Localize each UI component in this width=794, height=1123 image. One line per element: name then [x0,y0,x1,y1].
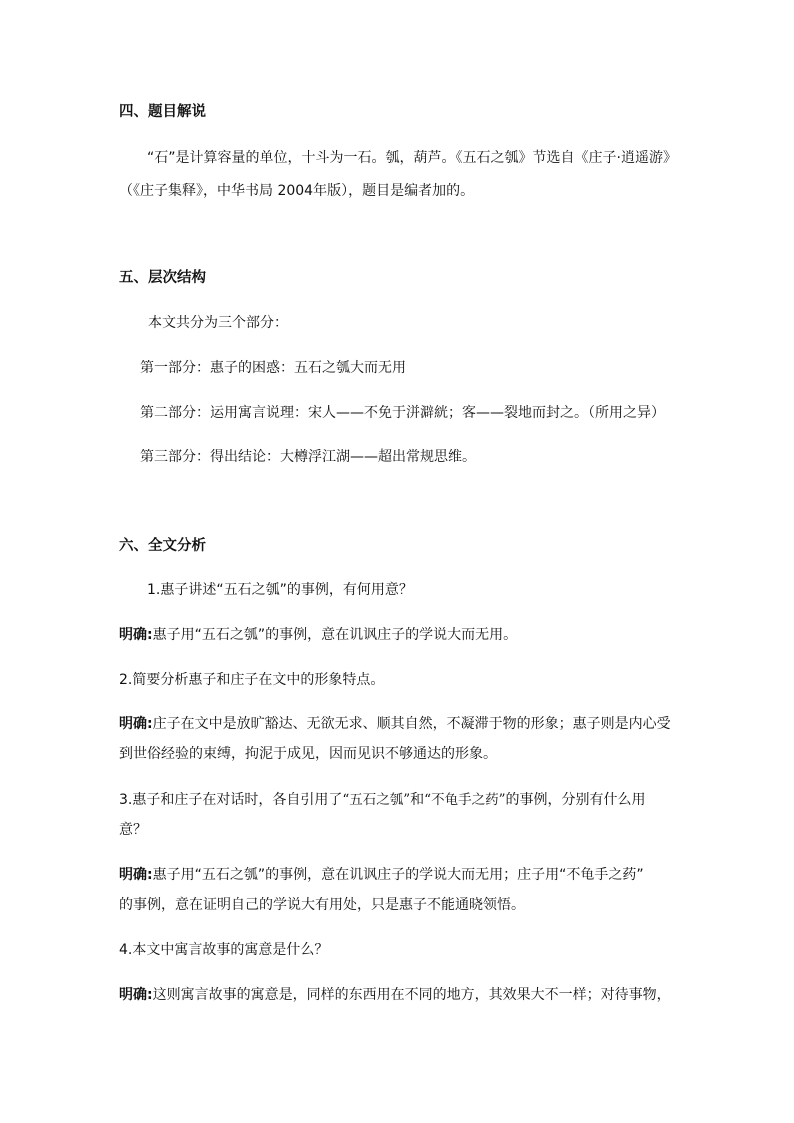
section-5-part-2: 第二部分：运用寓言说理：宋人——不免于洴澼絖；客——裂地而封之。（所用之异） [140,405,665,421]
section-4-paragraph-line-2: （《庄子集释》，中华书局 2004年版），题目是编者加的。 [119,183,475,199]
section-5-title: 五、层次结构 [119,270,206,286]
answer-label: 明确: [119,716,153,732]
section-5-part-3: 第三部分：得出结论：大樽浮江湖——超出常规思维。 [140,449,476,465]
section-6-title: 六、全文分析 [119,538,206,554]
question-3-suffix: 的事例，分别有什么用 [505,792,646,808]
section-4-title: 四、题目解说 [119,104,206,120]
section-5-intro: 本文共分为三个部分： [148,315,288,331]
answer-label: 明确: [119,987,153,1003]
question-3-quote-2: “不龟手之药” [424,792,506,808]
question-2: 2.简要分析惠子和庄子在文中的形象特点。 [119,672,385,688]
answer-3-text-1: 惠子用“五石之瓠”的事例，意在讥讽庄子的学说大而无用；庄子用“不龟手之药” [152,867,644,883]
answer-label: 明确: [119,867,153,883]
question-3-mid: 和 [410,792,425,808]
section-4-paragraph-line-1: “石”是计算容量的单位，十斗为一石。瓠，葫芦。《五石之瓠》节选自《庄子·逍遥游》 [147,150,677,166]
answer-3-line-2: 的事例，意在证明自己的学说大有用处，只是惠子不能通晓领悟。 [119,897,525,913]
answer-2-line-2: 到世俗经验的束缚，拘泥于成见，因而见识不够通达的形象。 [119,746,497,762]
question-3-quote-1: “五石之瓠” [342,792,411,808]
answer-label: 明确: [119,627,153,643]
answer-2-text-1: 庄子在文中是放旷豁达、无欲无求、顺其自然，不凝滞于物的形象；惠子则是内心受 [152,716,671,732]
answer-1-text: 惠子用“五石之瓠”的事例，意在讥讽庄子的学说大而无用。 [152,627,518,643]
answer-1 [119,625,517,645]
section-5-part-1: 第一部分：惠子的困惑：五石之瓠大而无用 [140,360,406,376]
question-3-prefix: 3.惠子和庄子在对话时，各自引用了 [119,792,343,808]
question-1: 1.惠子讲述“五石之瓠”的事例，有何用意？ [147,582,413,598]
answer-3-line-1 [119,865,644,885]
question-3-line-1 [119,790,645,810]
answer-4-text: 这则寓言故事的寓意是，同样的东西用在不同的地方，其效果大不一样；对待事物， [152,987,671,1003]
question-4: 4.本文中寓言故事的寓意是什么？ [119,942,329,958]
answer-4 [119,985,671,1005]
answer-2-line-1 [119,714,671,734]
question-3-line-2: 意？ [119,822,147,838]
